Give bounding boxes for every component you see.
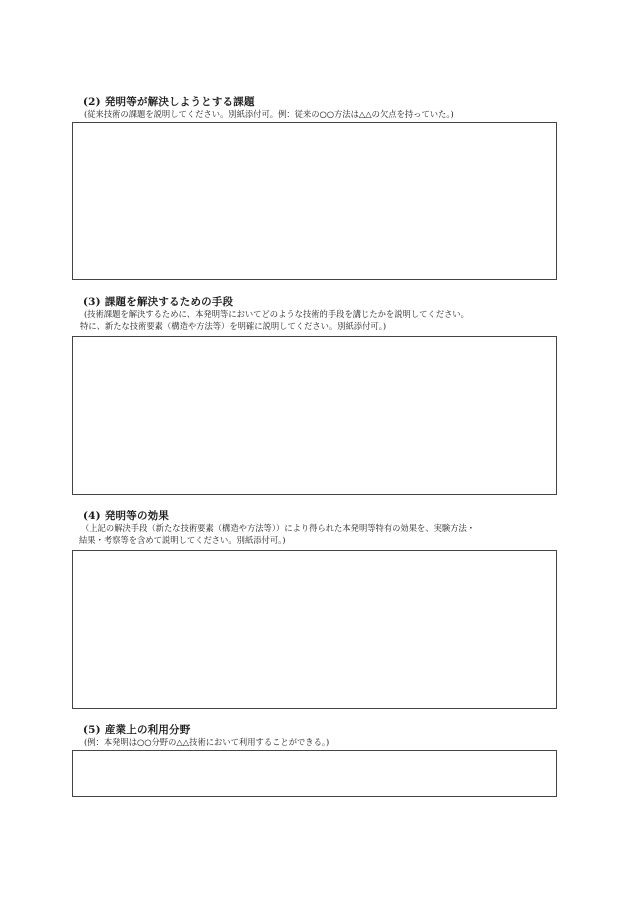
section-number: (5) — [83, 724, 101, 736]
section-number: (3) — [83, 296, 101, 308]
section-industrial-use — [72, 722, 557, 802]
instruction-line: (例：本発明は○○分野の△△技術において利用することができる。) — [84, 737, 330, 747]
section-number: (2) — [83, 96, 101, 108]
answer-box-problem[interactable] — [72, 122, 557, 280]
section-solution — [72, 294, 557, 499]
section-problem — [72, 94, 557, 284]
section-title: 発明等の効果 — [104, 510, 170, 522]
section-heading — [83, 508, 169, 523]
instruction-line: （上記の解決手段（新たな技術要素（構造や方法等））により得られた本発明等特有の効果を、実験方法・ — [81, 523, 476, 533]
instruction-line: (技術課題を解決するために、本発明等においてどのような技術的手段を講じたかを説明してください。 — [84, 309, 469, 319]
section-instructions — [82, 309, 469, 332]
section-heading — [83, 94, 255, 109]
answer-box-industrial-use[interactable] — [72, 750, 557, 797]
section-heading — [83, 294, 233, 309]
section-number: (4) — [83, 510, 101, 522]
instruction-line: 特に、新たな技術要素（構造や方法等）を明確に説明してください。別紙添付可。) — [80, 320, 387, 331]
section-instructions — [84, 737, 329, 749]
instruction-line: 結果・考察等を含めて説明してください。別紙添付可。) — [79, 534, 286, 545]
section-title: 発明等が解決しようとする課題 — [104, 96, 255, 108]
section-effects — [72, 508, 557, 713]
answer-box-solution[interactable] — [72, 336, 557, 495]
instruction-line: (従来技術の課題を説明してください。別紙添付可。例：従来の○○方法は△△の欠点を持っていた。) — [84, 109, 454, 119]
section-heading — [83, 722, 190, 737]
section-instructions — [84, 109, 454, 121]
answer-box-effects[interactable] — [72, 550, 557, 709]
section-instructions — [79, 523, 475, 546]
section-title: 産業上の利用分野 — [104, 724, 191, 736]
section-title: 課題を解決するための手段 — [104, 296, 234, 308]
